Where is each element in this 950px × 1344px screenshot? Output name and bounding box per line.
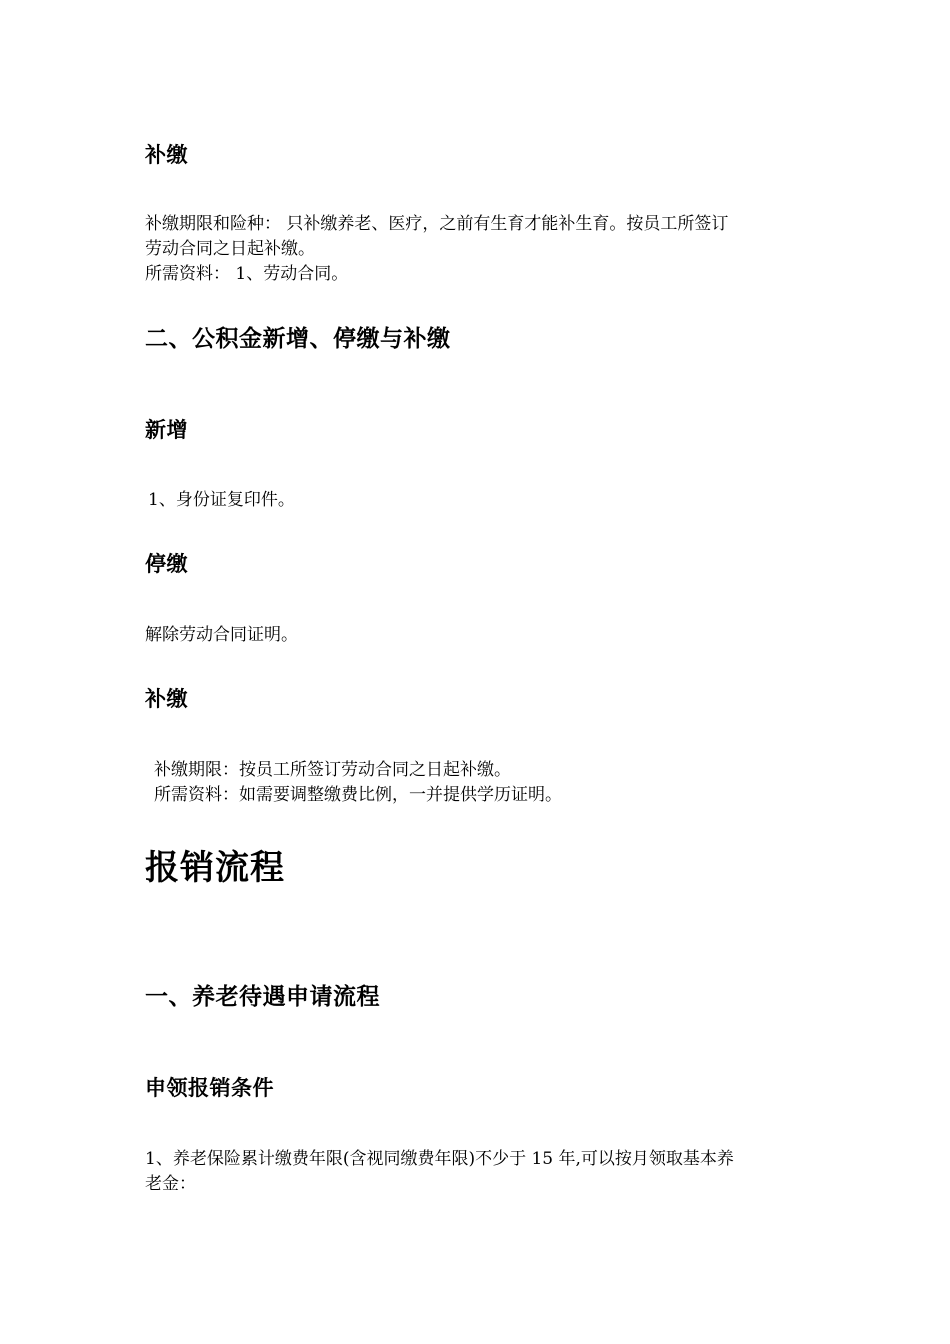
subsection-heading-conditions: 申领报销条件 [145, 1076, 274, 1100]
subsection-heading-supplement: 补缴 [145, 687, 188, 711]
paragraph-line: 所需资料：如需要调整缴费比例，一并提供学历证明。 [154, 785, 562, 805]
paragraph-line: 补缴期限和险种： 只补缴养老、医疗，之前有生育才能补生育。按员工所签订 [145, 214, 729, 234]
paragraph-line: 老金： [145, 1174, 196, 1194]
subsection-heading-stop: 停缴 [145, 552, 188, 576]
subsection-heading-add: 新增 [145, 418, 188, 442]
paragraph-line: 1、身份证复印件。 [148, 490, 295, 510]
chapter-title-reimbursement: 报销流程 [145, 848, 285, 888]
section-heading-supplement: 补缴 [145, 143, 188, 167]
paragraph-line: 解除劳动合同证明。 [145, 625, 298, 645]
paragraph-line: 所需资料： 1、劳动合同。 [145, 264, 349, 284]
paragraph-line: 补缴期限：按员工所签订劳动合同之日起补缴。 [154, 760, 511, 780]
paragraph-line: 1、养老保险累计缴费年限(含视同缴费年限)不少于 15 年,可以按月领取基本养 [145, 1149, 734, 1169]
section-heading-housing-fund: 二、公积金新增、停缴与补缴 [145, 326, 451, 352]
paragraph-line: 劳动合同之日起补缴。 [145, 239, 315, 259]
section-heading-pension: 一、养老待遇申请流程 [145, 984, 380, 1010]
